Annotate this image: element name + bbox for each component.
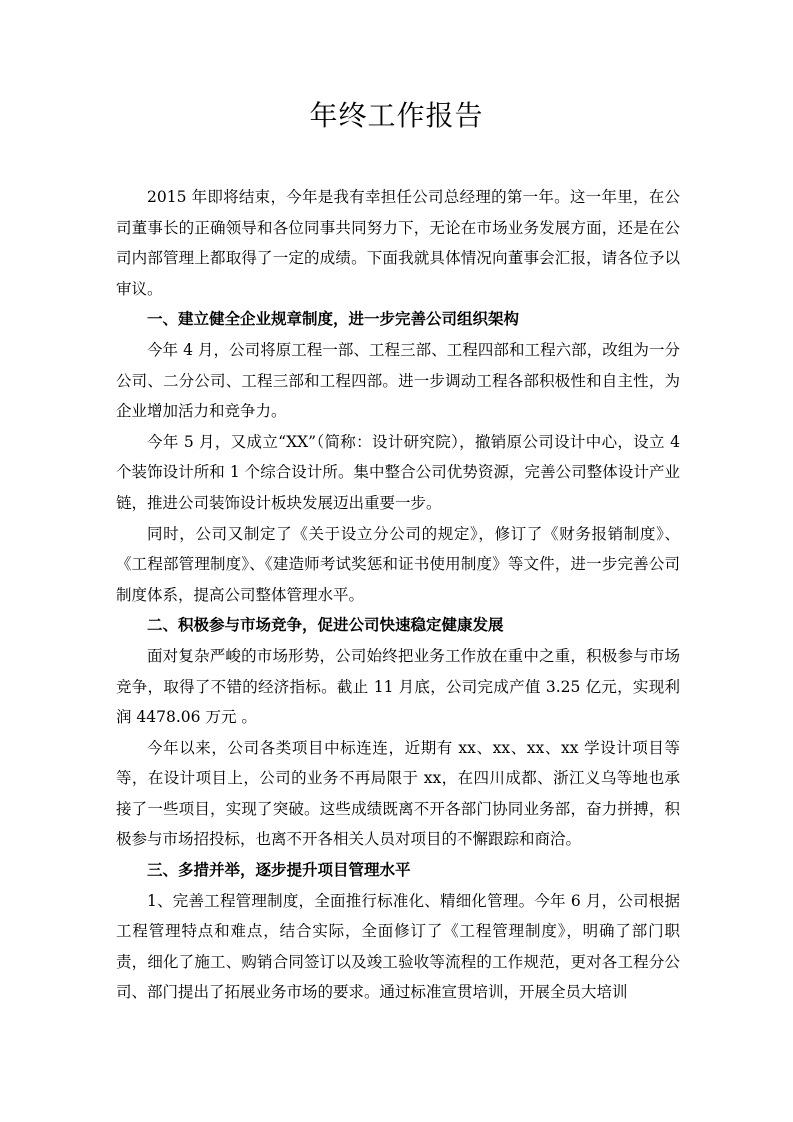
body-paragraph: 1、完善工程管理制度，全面推行标准化、精细化管理。今年 6 月，公司根据工程管理特点和难点，结合实际，全面修订了《工程管理制度》，明确了部门职责，细化了施工、购销合同签订以及竣工验收等流程的工作规范，更对各工程分公司、部门提出了拓展业务市场的要求。通过标准宣贯培训，开展全员大培训 <box>116 891 680 1002</box>
section-heading: 一、建立健全企业规章制度，进一步完善公司组织架构 <box>147 310 520 329</box>
body-paragraph: 今年以来，公司各类项目中标连连，近期有 xx、xx、xx、xx 学设计项目等等，在设计项目上，公司的业务不再局限于 xx，在四川成都、浙江义乌等地也承接了一些项目，实现了突破。这些成绩既离不开各部门协同业务部，奋力拼搏，积极参与市场招投标，也离不开各相关人员对项目的不懈跟踪和商洽。 <box>116 738 680 849</box>
document-title: 年终工作报告 <box>309 99 484 132</box>
body-paragraph: 2015 年即将结束，今年是我有幸担任公司总经理的第一年。这一年里，在公司董事长的正确领导和各位同事共同努力下，无论在市场业务发展方面，还是在公司内部管理上都取得了一定的成绩。下面我就具体情况向董事会汇报，请各位予以审议。 <box>116 188 680 298</box>
section-heading: 二、积极参与市场竞争，促进公司快速稳定健康发展 <box>147 616 504 635</box>
body-paragraph: 今年 5 月，又成立“XX”（简称：设计研究院），撤销原公司设计中心，设立 4 个装饰设计所和 1 个综合设计所。集中整合公司优势资源，完善公司整体设计产业链，推进公司装饰设计板块发展迈出重要一步。 <box>116 432 680 512</box>
section-heading: 三、多措并举，逐步提升项目管理水平 <box>147 861 411 880</box>
body-paragraph: 今年 4 月，公司将原工程一部、工程三部、工程四部和工程六部，改组为一分公司、二分公司、工程三部和工程四部。进一步调动工程各部积极性和自主性，为企业增加活力和竞争力。 <box>116 340 680 421</box>
body-paragraph: 面对复杂严峻的市场形势，公司始终把业务工作放在重中之重，积极参与市场竞争，取得了不错的经济指标。截止 11 月底，公司完成产值 3.25 亿元，实现利润 4478.06 万元 。 <box>116 646 680 727</box>
document-body <box>116 182 680 1008</box>
body-paragraph: 同时，公司又制定了《关于设立分公司的规定》，修订了《财务报销制度》、《工程部管理制度》、《建造师考试奖惩和证书使用制度》等文件，进一步完善公司制度体系，提高公司整体管理水平。 <box>116 524 680 604</box>
